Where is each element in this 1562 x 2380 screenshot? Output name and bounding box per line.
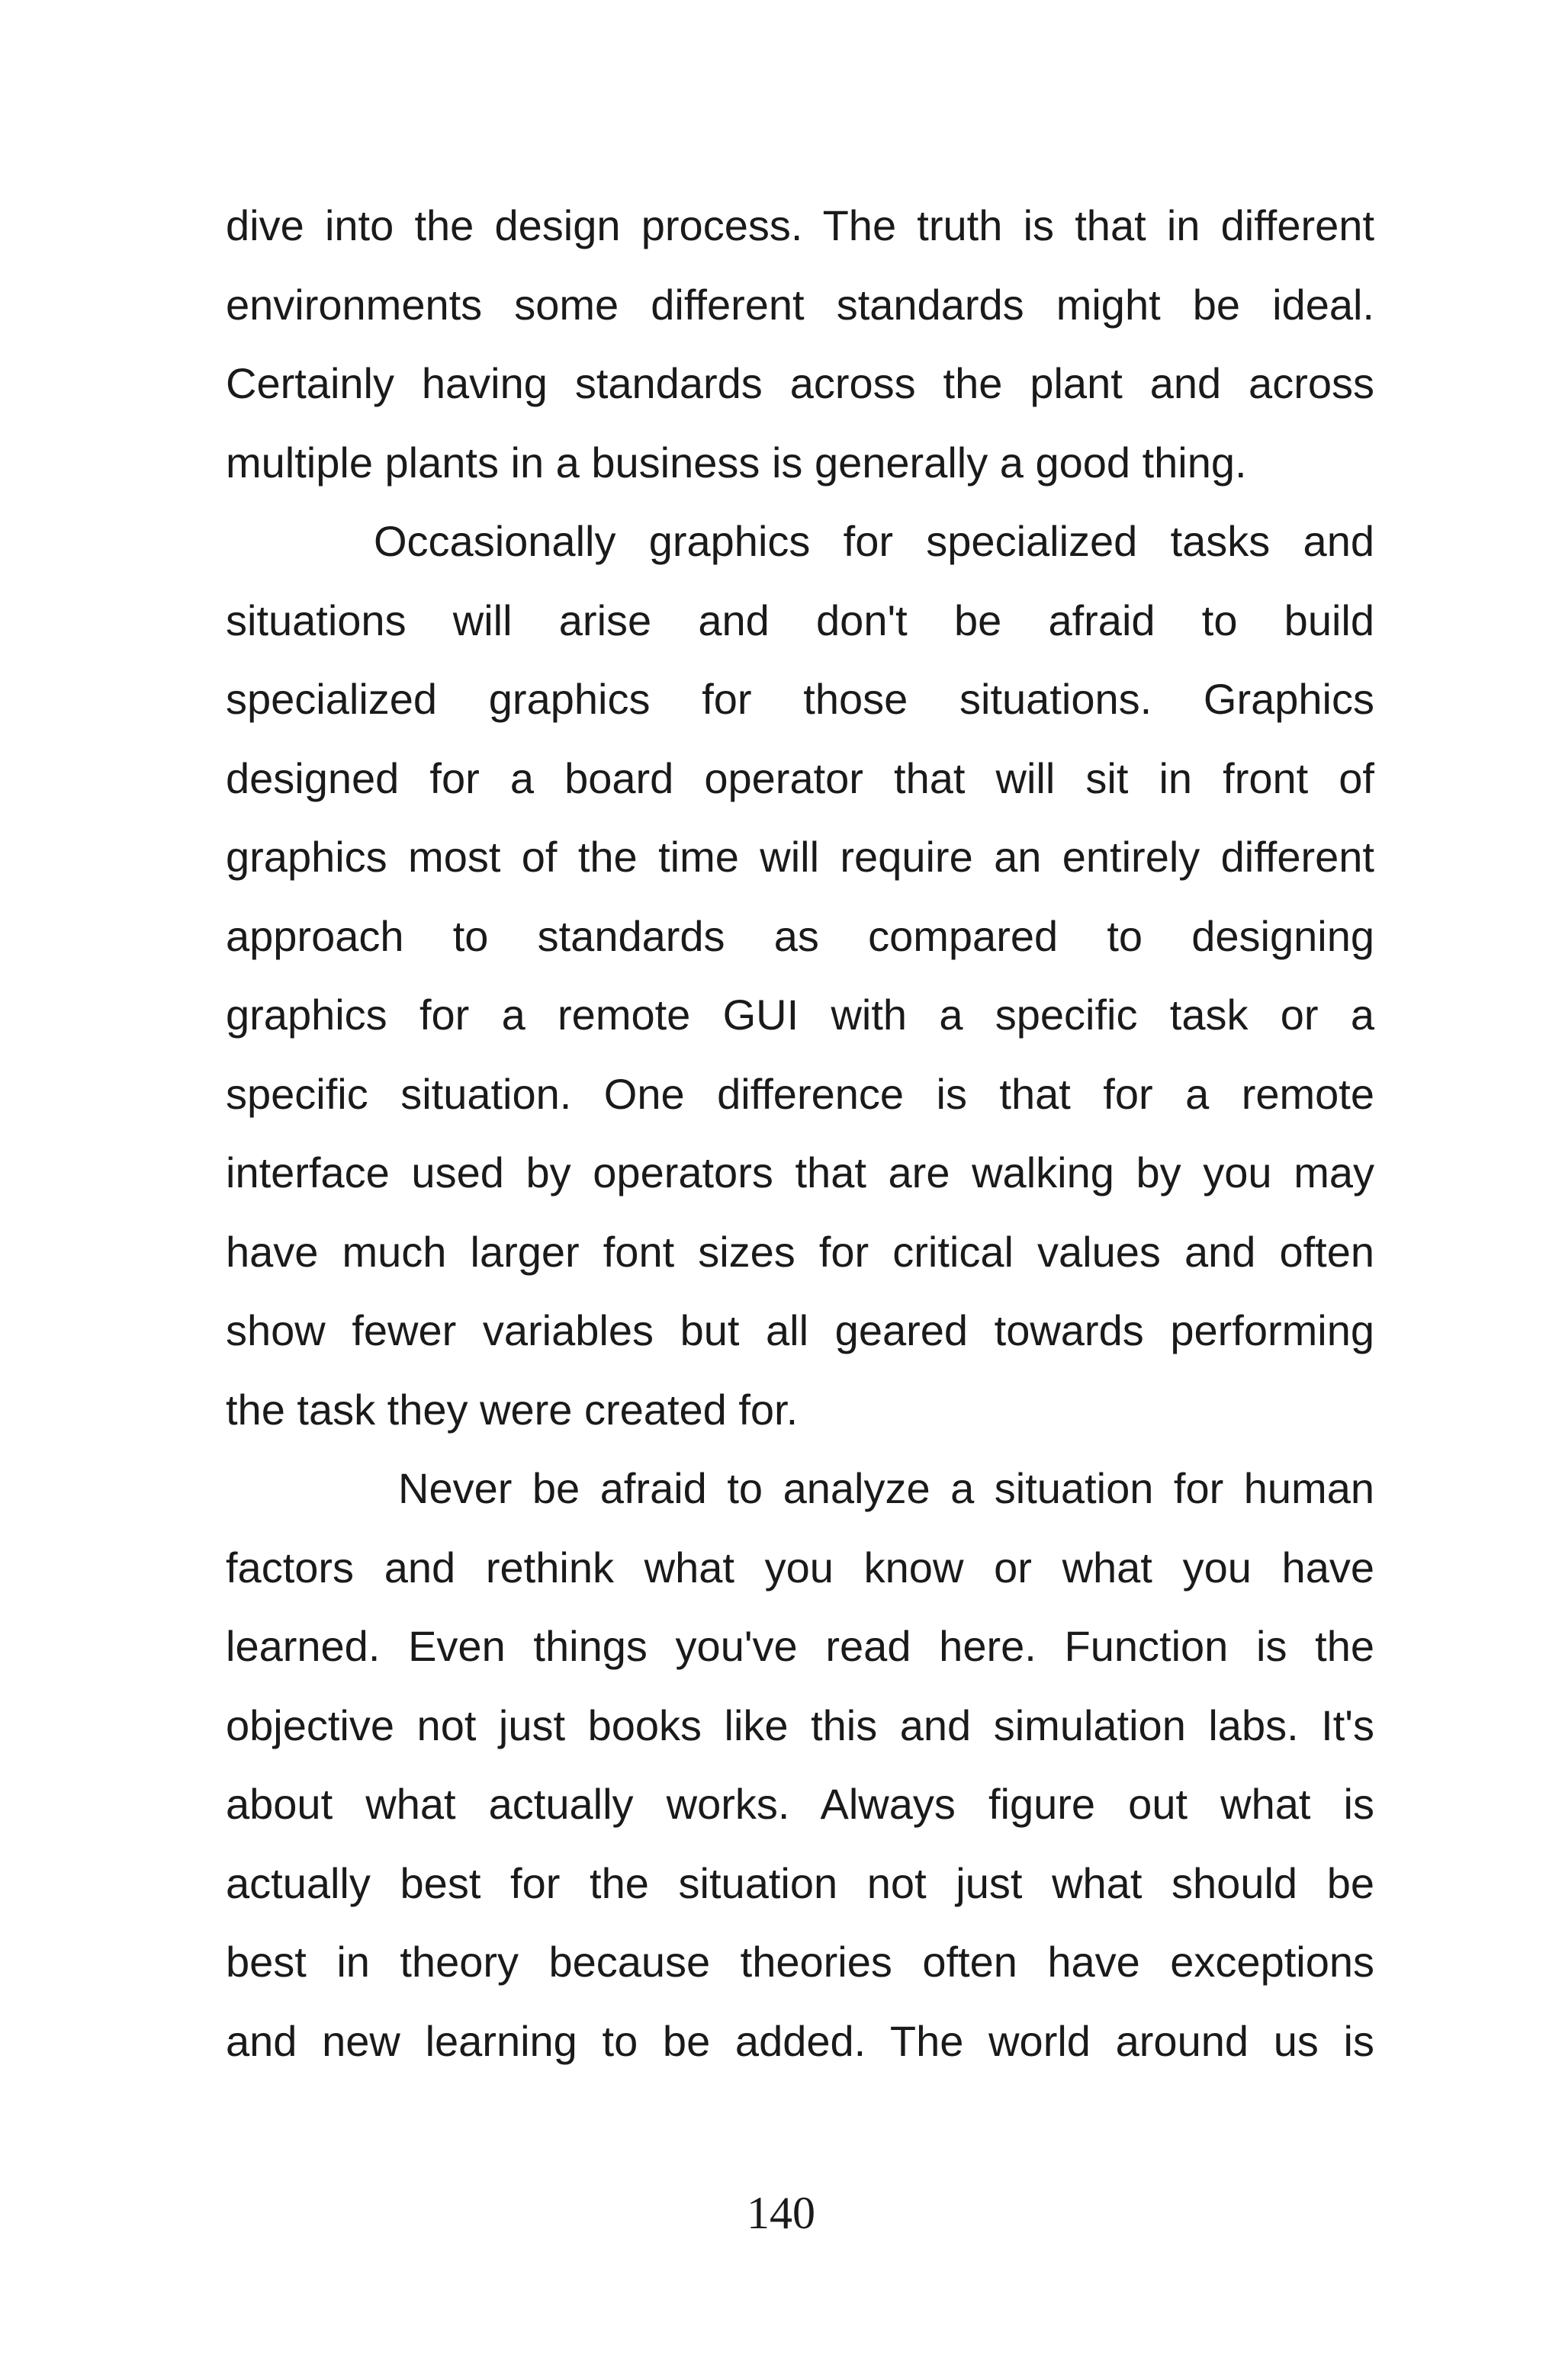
- text-line: situations will arise and don't be afraid to build: [226, 596, 1374, 644]
- text-line: approach to standards as compared to designing: [226, 911, 1374, 960]
- text-line: interface used by operators that are walking by you may: [226, 1148, 1374, 1196]
- paragraph-end-line: multiple plants in a business is generally a good thing.: [226, 438, 1247, 487]
- paragraph-start-line: Occasionally graphics for specialized tasks and: [374, 517, 1374, 565]
- page-number: 140: [747, 2188, 815, 2238]
- text-line: learned. Even things you've read here. Function is the: [226, 1622, 1374, 1670]
- text-line: and new learning to be added. The world around us is: [226, 2016, 1374, 2065]
- text-line: best in theory because theories often have exceptions: [226, 1938, 1374, 1986]
- text-line: actually best for the situation not just what should be: [226, 1858, 1374, 1907]
- body-text: [226, 186, 1374, 2080]
- text-line: dive into the design process. The truth is that in different: [226, 201, 1374, 249]
- text-line: about what actually works. Always figure out what is: [226, 1780, 1374, 1828]
- text-line: Certainly having standards across the plant and across: [226, 359, 1374, 407]
- text-line: have much larger font sizes for critical values and often: [226, 1227, 1374, 1276]
- text-line: objective not just books like this and simulation labs. It's: [226, 1701, 1374, 1749]
- text-line: graphics for a remote GUI with a specific task or a: [226, 991, 1374, 1039]
- text-line: show fewer variables but all geared towards performing: [226, 1306, 1374, 1354]
- text-line: graphics most of the time will require an entirely different: [226, 833, 1374, 881]
- text-line: designed for a board operator that will sit in front of: [226, 753, 1374, 802]
- text-line: factors and rethink what you know or what you have: [226, 1543, 1374, 1591]
- text-line: environments some different standards might be ideal.: [226, 280, 1374, 329]
- paragraph-start-line: Never be afraid to analyze a situation for human: [398, 1464, 1374, 1512]
- text-line: specialized graphics for those situations. Graphics: [226, 675, 1374, 723]
- text-line: specific situation. One difference is that for a remote: [226, 1069, 1374, 1118]
- paragraph-end-line: the task they were created for.: [226, 1385, 799, 1434]
